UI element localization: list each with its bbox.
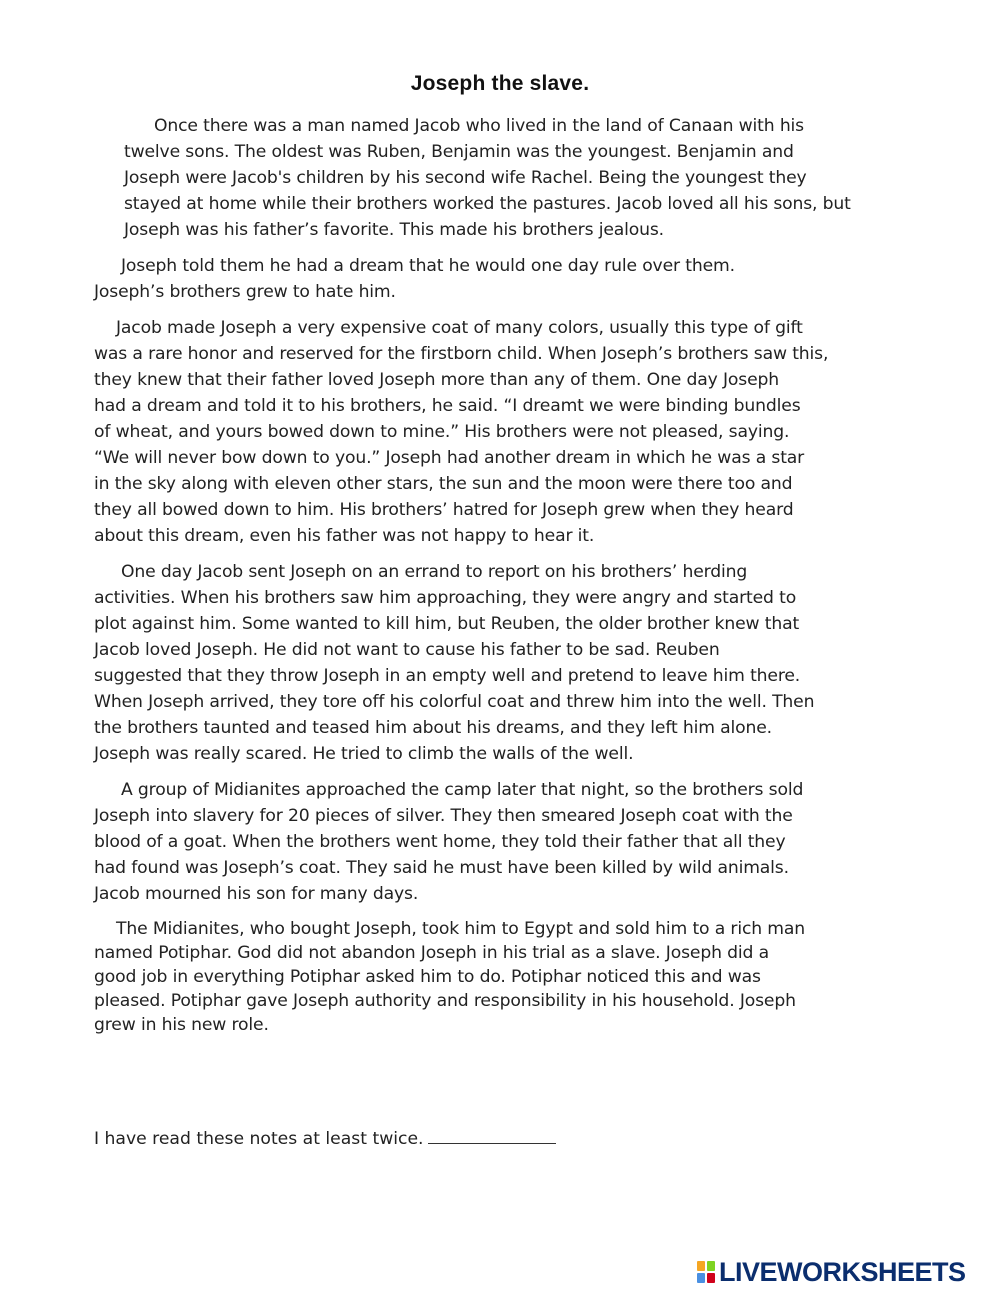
paragraph-line: good job in everything Potiphar asked him to do. Potiphar noticed this and was [94,967,761,987]
paragraph-line: When Joseph arrived, they tore off his colorful coat and threw him into the well. Then [94,692,815,712]
paragraph-line: had a dream and told it to his brothers, he said. “I dreamt we were binding bundles [94,396,801,416]
paragraph-line: Joseph into slavery for 20 pieces of silver. They then smeared Joseph coat with the [94,806,793,826]
paragraph-line: plot against him. Some wanted to kill him, but Reuben, the older brother knew that [94,614,800,634]
logo-text: LIVEWORKSHEETS [719,1256,966,1287]
paragraph-5 [94,777,912,907]
paragraph-line: Jacob made Joseph a very expensive coat of many colors, usually this type of gift [116,318,803,338]
signature-blank[interactable] [428,1126,556,1144]
paragraph-line: A group of Midianites approached the camp later that night, so the brothers sold [121,780,804,800]
liveworksheets-logo-icon [697,1261,715,1283]
paragraph-line: One day Jacob sent Joseph on an errand to report on his brothers’ herding [121,562,748,582]
paragraph-3 [94,315,912,549]
paragraph-line: Joseph was really scared. He tried to climb the walls of the well. [94,744,634,764]
paragraph-line: pleased. Potiphar gave Joseph authority and responsibility in his household. Joseph [94,991,796,1011]
paragraph-line: in the sky along with eleven other stars, the sun and the moon were there too and [94,474,793,494]
paragraph-line: activities. When his brothers saw him approaching, they were angry and started to [94,588,797,608]
acknowledgement-line [94,1126,556,1149]
paragraph-line: named Potiphar. God did not abandon Joseph in his trial as a slave. Joseph did a [94,943,769,963]
paragraph-line: suggested that they throw Joseph in an empty well and pretend to leave him there. [94,666,801,686]
paragraph-line: they knew that their father loved Joseph more than any of them. One day Joseph [94,370,779,390]
paragraph-4 [94,559,912,767]
page-title: Joseph the slave. [410,72,590,95]
paragraph-line: twelve sons. The oldest was Ruben, Benjamin was the youngest. Benjamin and [124,142,794,162]
paragraph-line: they all bowed down to him. His brothers’ hatred for Joseph grew when they heard [94,500,794,520]
paragraph-line: Jacob loved Joseph. He did not want to cause his father to be sad. Reuben [94,640,720,660]
paragraph-line: grew in his new role. [94,1015,269,1035]
paragraph-line: about this dream, even his father was not happy to hear it. [94,526,595,546]
story-body [94,113,912,1047]
paragraph-line: The Midianites, who bought Joseph, took him to Egypt and sold him to a rich man [116,919,806,939]
paragraph-line: the brothers taunted and teased him about his dreams, and they left him alone. [94,718,772,738]
paragraph-line: had found was Joseph’s coat. They said he must have been killed by wild animals. [94,858,789,878]
paragraph-line: of wheat, and yours bowed down to mine.” His brothers were not pleased, saying. [94,422,790,442]
paragraph-2 [94,253,912,305]
paragraph-line: Once there was a man named Jacob who lived in the land of Canaan with his [154,116,804,136]
paragraph-line: Joseph was his father’s favorite. This made his brothers jealous. [124,220,664,240]
paragraph-line: Joseph were Jacob's children by his second wife Rachel. Being the youngest they [124,168,807,188]
liveworksheets-logo [697,1258,966,1286]
paragraph-line: Joseph told them he had a dream that he would one day rule over them. [121,256,735,276]
paragraph-line: Joseph’s brothers grew to hate him. [94,282,396,302]
paragraph-1 [94,113,912,243]
paragraph-line: was a rare honor and reserved for the firstborn child. When Joseph’s brothers saw this, [94,344,829,364]
paragraph-line: blood of a goat. When the brothers went home, they told their father that all they [94,832,786,852]
paragraph-line: stayed at home while their brothers worked the pastures. Jacob loved all his sons, but [124,194,851,214]
paragraph-line: “We will never bow down to you.” Joseph had another dream in which he was a star [94,448,805,468]
paragraph-line: Jacob mourned his son for many days. [94,884,419,904]
acknowledgement-text: I have read these notes at least twice. [94,1129,424,1149]
paragraph-6 [94,917,912,1037]
